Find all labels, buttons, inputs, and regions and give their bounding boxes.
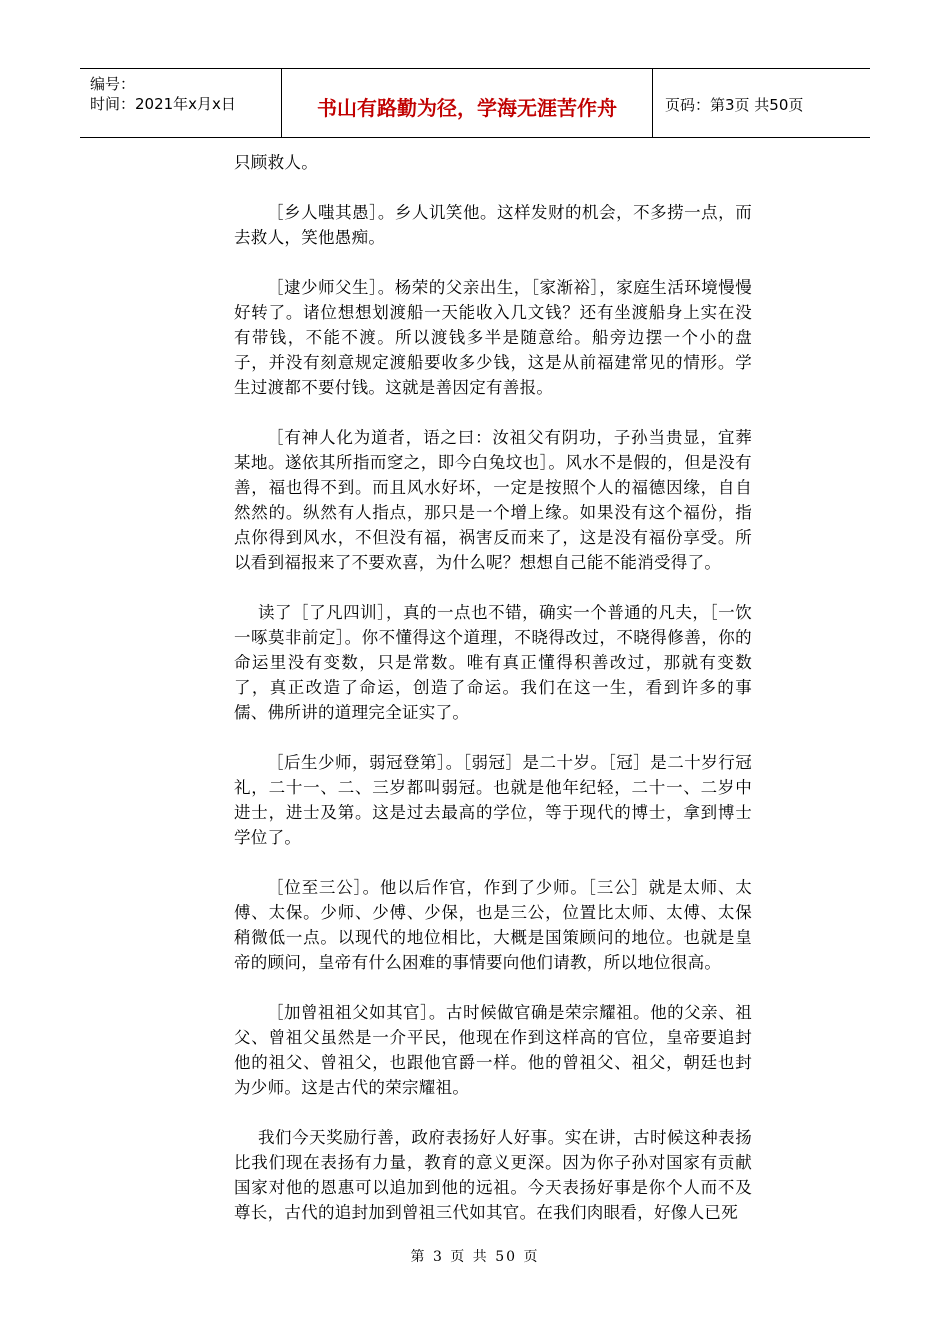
body-paragraph: ［逮少师父生］。杨荣的父亲出生，［家渐裕］，家庭生活环境慢慢好转了。诸位想想划渡船一天能收入几文钱？还有坐渡船身上实在没有带钱，不能不渡。所以渡钱多半是随意给。船旁边摆一个小的盘子，并没有刻意规定渡船要收多少钱，这是从前福建常见的情形。学生过渡都不要付钱。这就是善因定有善报。 — [234, 278, 752, 397]
body-paragraph: 我们今天奖励行善，政府表扬好人好事。实在讲，古时候这种表扬比我们现在表扬有力量，教育的意义更深。因为你子孙对国家有贡献国家对他的恩惠可以追加到他的远祖。今天表扬好事是你个人而不及尊长，古代的追封加到曾祖三代如其官。在我们肉眼看，好像人已死 — [234, 1128, 752, 1222]
body-paragraph: ［加曾祖祖父如其官］。古时候做官确是荣宗耀祖。他的父亲、祖父、曾祖父虽然是一介平民，他现在作到这样高的官位，皇帝要追封他的祖父、曾祖父，也跟他官爵一样。他的曾祖父、祖父，朝廷也封为少师。这是古代的荣宗耀祖。 — [234, 1003, 752, 1097]
header-motto: 书山有路勤为径，学海无涯苦作舟 — [317, 96, 617, 120]
header-info-cell — [80, 69, 282, 137]
header-page-code: 页码：第3页 共50页 — [665, 96, 804, 114]
body-paragraph: ［乡人嗤其愚］。乡人讥笑他。这样发财的机会，不多捞一点，而去救人，笑他愚痴。 — [234, 203, 752, 247]
document-number-label: 编号： — [90, 75, 136, 93]
header-motto-cell — [282, 69, 653, 137]
body-paragraph: ［位至三公］。他以后作官，作到了少师。［三公］就是太师、太傅、太保。少师、少傅、少保，也是三公，位置比太师、太傅、太保稍微低一点。以现代的地位相比，大概是国策顾问的地位。也就是皇帝的顾问，皇帝有什么困难的事情要向他们请教，所以地位很高。 — [234, 878, 752, 972]
document-date-label: 时间：2021年x月x日 — [90, 95, 236, 113]
body-paragraph: ［有神人化为道者，语之曰：汝祖父有阴功，子孙当贵显，宜葬某地。遂依其所指而窆之，即今白兔坟也］。风水不是假的，但是没有善，福也得不到。而且风水好坏，一定是按照个人的福德因缘，自自然然的。纵然有人指点，那只是一个增上缘。如果没有这个福份，指点你得到风水，不但没有福，祸害反而来了，这是没有福份享受。所以看到福报来了不要欢喜，为什么呢？想想自己能不能消受得了。 — [234, 428, 752, 572]
body-paragraph: 读了［了凡四训］，真的一点也不错，确实一个普通的凡夫，［一饮一啄莫非前定］。你不懂得这个道理，不晓得改过，不晓得修善，你的命运里没有变数，只是常数。唯有真正懂得积善改过，那就有变数了，真正改造了命运，创造了命运。我们在这一生，看到许多的事儒、佛所讲的道理完全证实了。 — [234, 603, 752, 722]
body-paragraph: ［后生少师，弱冠登第］。［弱冠］是二十岁。［冠］是二十岁行冠礼，二十一、二、三岁都叫弱冠。也就是他年纪轻，二十一、二岁中进士，进士及第。这是过去最高的学位，等于现代的博士，拿到博士学位了。 — [234, 753, 752, 847]
header-page-cell — [653, 69, 870, 137]
document-body — [234, 150, 752, 1250]
body-paragraph: 只顾救人。 — [234, 153, 318, 172]
page-footer: 第 3 页 共 50 页 — [410, 1249, 540, 1265]
document-header — [80, 68, 870, 138]
